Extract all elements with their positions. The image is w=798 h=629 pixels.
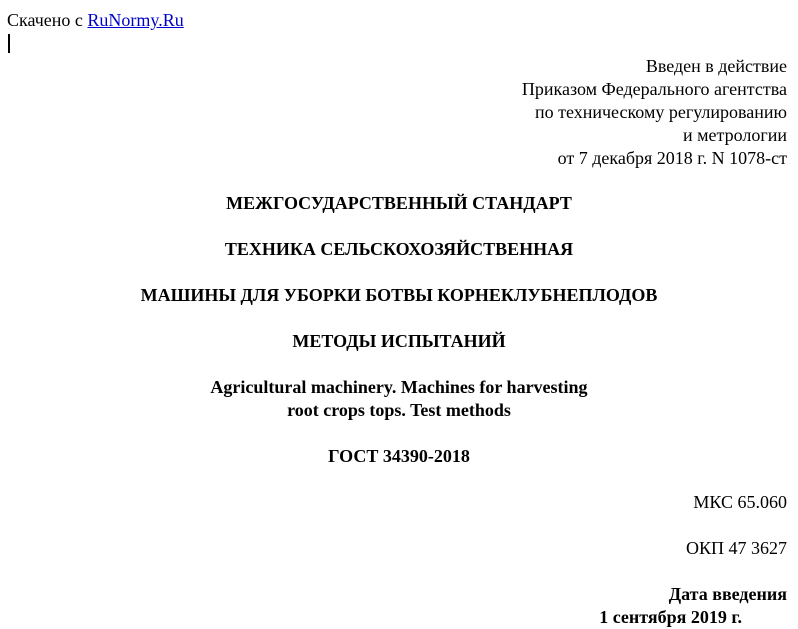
download-source-line xyxy=(7,9,184,32)
okp-code: ОКП 47 3627 xyxy=(685,538,787,558)
runormy-link[interactable]: RuNormy.Ru xyxy=(87,10,184,30)
standard-type-heading: МЕЖГОСУДАРСТВЕННЫЙ СТАНДАРТ xyxy=(226,193,572,213)
english-title-line: root crops tops. Test methods xyxy=(287,400,511,420)
english-title xyxy=(0,376,798,422)
methods-heading: МЕТОДЫ ИСПЫТАНИЙ xyxy=(292,331,506,351)
download-prefix: Скачено с xyxy=(7,10,88,30)
introduction-date-label: Дата введения xyxy=(668,584,787,604)
introduced-line: Приказом Федерального агентства xyxy=(521,79,787,99)
introduced-line: от 7 декабря 2018 г. N 1078-ст xyxy=(557,148,787,168)
introduced-line: и метрологии xyxy=(683,125,787,145)
category-heading: ТЕХНИКА СЕЛЬСКОХОЗЯЙСТВЕННАЯ xyxy=(224,239,574,259)
introduction-date-value: 1 сентября 2019 г. xyxy=(599,607,742,627)
gost-number: ГОСТ 34390-2018 xyxy=(328,446,470,466)
text-cursor xyxy=(8,34,10,53)
introduced-line: Введен в действие xyxy=(645,56,787,76)
introduced-line: по техническому регулированию xyxy=(534,102,787,122)
introduced-by-block xyxy=(522,55,787,170)
subject-heading: МАШИНЫ ДЛЯ УБОРКИ БОТВЫ КОРНЕКЛУБНЕПЛОДОВ xyxy=(140,285,658,305)
mks-code: МКС 65.060 xyxy=(693,492,787,512)
english-title-line: Agricultural machinery. Machines for harvesting xyxy=(210,377,588,397)
